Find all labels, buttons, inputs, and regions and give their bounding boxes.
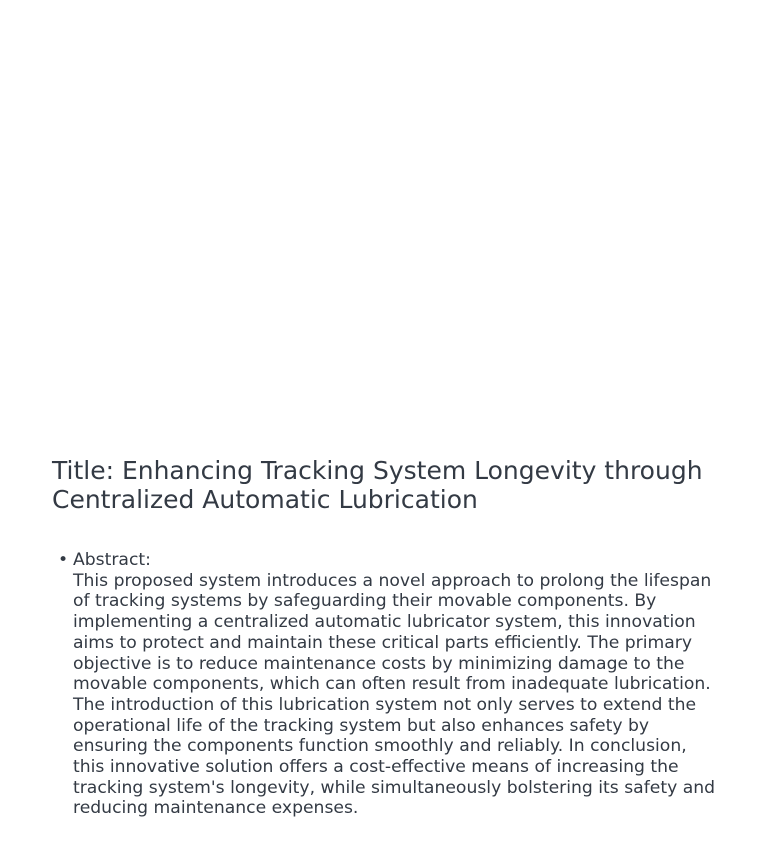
abstract-text: This proposed system introduces a novel approach to prolong the lifespan of tracking systems by safeguarding their movable components. By implementing a centralized automatic lubricator system, this innovation aims to protect and maintain these critical parts efficiently. The primary objective is to reduce maintenance costs by minimizing damage to the movable components, which can often result from inadequate lubrication. The introduction of this lubrication system not only serves to extend the operational life of the tracking system but also enhances safety by ensuring the components function smoothly and reliably. In conclusion, this innovative solution offers a cost-effective means of increasing the tracking system's longevity, while simultaneously bolstering its safety and reducing maintenance expenses. <box>73 570 716 819</box>
abstract-section <box>52 550 722 819</box>
document-title: Title: Enhancing Tracking System Longevity through Centralized Automatic Lubrication <box>52 456 703 514</box>
document <box>52 456 722 819</box>
abstract-label: Abstract: <box>73 550 151 570</box>
bullet-icon: • <box>58 550 69 570</box>
bullet-list <box>52 550 722 819</box>
